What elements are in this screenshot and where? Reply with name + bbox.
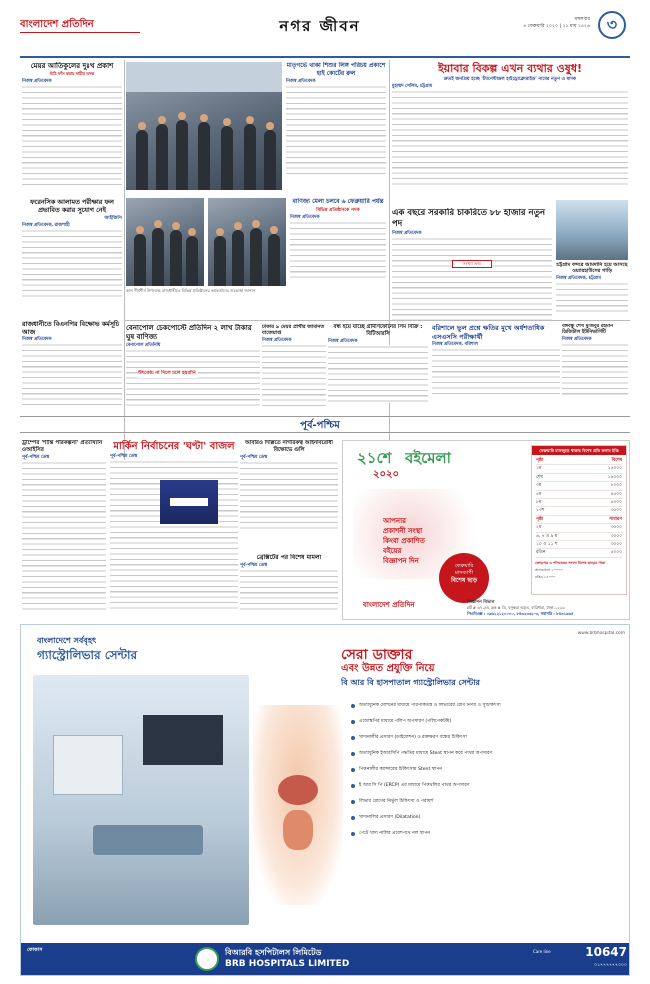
byline: পূর্ব-পশ্চিম ডেস্ক [22,455,50,461]
article-bnp [22,320,122,412]
brb-phone: ০১৭৭৭৭৭৭০০০ [594,963,627,968]
brb-careline: Care line [533,949,551,954]
bullet-text: অত্যাধুনিক মেশিনের মাধ্যমে পরিপাকতন্ত্র ও লিভারের রোগ নির্ণয় ও সুচিকিৎসা [359,703,501,708]
bullet-text: খাদ্যনালীর প্রসারণ (ডাইলেশন) ও রক্তক্ষরণ বন্ধের চিকিৎসা [359,735,467,740]
body-text [392,90,628,188]
rate-row [536,541,622,549]
body-text [22,85,122,189]
article-gp-sim [328,324,428,412]
photo-election [160,480,218,524]
article-forensic [22,198,122,318]
article-tradefair [290,198,386,290]
subheadline: চিঠি ফাঁস করায় দায়ীর তদন্ত [49,71,95,76]
rate-row [536,507,622,515]
ad-brb-hospital [20,624,630,976]
rate-value: ১৪০০০ [607,474,622,480]
bullet-text: খাদ্যনালির প্রসারণ (Dilatation) [359,815,421,820]
bullet-text: লিভার রোগের নির্ভুল চিকিৎসা ও পরামর্শ [359,799,434,804]
body-text [328,345,428,403]
byline: মুহাম্মদ সেলিম, চট্টগ্রাম [392,84,433,89]
discount-badge [439,553,489,603]
photo-left [126,198,204,286]
bullet-icon [351,720,355,724]
anatomy-illustration [253,705,343,905]
brb-bullet [351,783,623,789]
rate-label: ৬, ৭ ও ৯ ম [536,533,558,539]
body-text [22,461,106,611]
rate-row [536,491,622,499]
bullet-icon [351,784,355,788]
article-highcourt [286,62,386,192]
rate-row [536,516,622,524]
article-brexit [240,554,338,620]
byline: নিজস্ব প্রতিবেদক [286,79,316,84]
byline: নিজস্ব প্রতিবেদক [262,337,292,343]
badge-line3: বিশেষ ছাড় [450,577,478,584]
ad-bookfair [342,440,630,620]
article-delhi [240,440,338,552]
rate-label: ১ম [536,466,542,472]
section-title: নগর জীবন [279,17,361,35]
brb-bullets [351,703,623,923]
bookfair-date: ২১শে [357,449,392,467]
brb-bullet [351,831,623,837]
rate-label: পৃষ্ঠা [536,458,544,463]
bullet-text: পিত্তনালীর ক্যান্সারের চিকিৎসায় Stent স্থাপন [359,767,442,772]
body-text [562,343,628,397]
bullet-text: পেটে খাদ্য নালির প্রবেশপথে নল স্থাপন [359,831,430,836]
headline: ব্রেক্সিটের পর বিশেষ মামলা [256,554,322,561]
badge-line1: ফেব্রুয়ারি [454,563,474,569]
byline: নিজস্ব প্রতিবেদক, রাজশাহী [22,223,70,228]
bookfair-fair: বইমেলা [405,449,452,467]
bookfair-line4: বইয়ের [383,547,402,555]
headline: বন্ধ হয়ে যাচ্ছে গ্রামীণফোনের সিম বিক্রি : বিটিআরসি [333,324,423,337]
rate-row [536,457,622,465]
body-text [432,348,560,398]
headline: চট্টগ্রাম বন্দরে আমদানি হয়ে আসছে ওয়্যারহাউসের গাড়ি [556,262,628,275]
headline: মেয়র আতিকুলের দুঃখ প্রকাশ [30,62,114,70]
byline: নিজস্ব প্রতিবেদক [392,231,422,236]
subheadline: বিভিন্ন প্রতিষ্ঠানকে পদক [316,208,360,213]
article-mayor [22,62,122,192]
brb-right-title1: সেরা ডাক্তার [341,647,413,663]
body-text [126,349,260,407]
bookfair-line1: আপনার [383,517,406,525]
rate-row [536,465,622,473]
inset-headline: উৎকোচ না দিলে চলে হয়রানি [138,370,198,378]
body-text [262,344,326,406]
rate-value: ৩০০০ [610,542,622,548]
bullet-text: এন্ডোস্কপির মাধ্যমে পলিপ অপসারণ (পলিপেকটমি) [359,719,452,724]
rate-value: ১৫০০০ [607,466,622,472]
ad-address: প্লট # ৩৭১/এ, ব্লক # ডি, বসুন্ধরা আ/এ, বারিধারা, ঢাকা-১২২৯ [467,605,565,610]
issue-date: ৪ ফেব্রুয়ারি ২০২০ | ২১ মাঘ ১৪২৬ [523,24,590,29]
bullet-text: অত্যাধুনিক ইআরসিপি পদ্ধতির মাধ্যমে Stent স্থাপন করে পাথর অপসারণ [359,751,493,756]
bookfair-brand: বাংলাদেশ প্রতিদিন [363,601,415,609]
rate-row [536,533,622,541]
photo-caption: কাল শীর্ষশীর্ষ উপলক্ষে রাজধানীতে বিভিন্ন প্রতিষ্ঠানের কর্মকর্তাদের শুভেচ্ছা জানান [126,288,256,293]
rate-row [536,482,622,490]
brb-logo-en: BRB HOSPITALS LIMITED [225,959,350,969]
body-text [22,343,122,405]
badge-line2: মাসব্যাপী [454,570,474,576]
brb-bullet [351,799,623,805]
rate-value: সাধারণ [609,516,622,522]
rate-footer-r2: রঙিন ১৫০০০ [535,574,556,579]
headline: ইয়াবার বিকল্প এখন ব্যথার ওষুধ! [437,62,583,75]
rate-label: ৮ম [536,500,542,506]
bullet-icon [351,752,355,756]
brb-top-label: বাংলাদেশে সর্ববৃহৎ [37,636,97,645]
brb-bullet [351,815,623,821]
rate-value: ৩০০০ [610,533,622,539]
photo-port [556,200,628,260]
byline: পূর্ব-পশ্চিম ডেস্ক [110,454,138,459]
rate-label: ৩য় [536,483,542,489]
byline: পূর্ব-পশ্চিম ডেস্ক [240,563,268,568]
rate-row [536,499,622,507]
headline: মাতৃগর্ভে থাকা শিশুর লিঙ্গ পরিচয় প্রকাশে হাই কোর্টের রুল [286,62,386,77]
page-number: ৩ [598,11,626,39]
rate-label: রঙিন [536,550,546,556]
byline: নিজস্ব প্রতিবেদক, বরিশাল [432,342,478,348]
byline: নিজস্ব প্রতিবেদক [328,339,358,344]
headline: বঙ্গবন্ধু শেখ মুজিবুর রহমান ডিজিটাল ইউনিভার্সিটি [562,324,613,336]
rate-value: ৮০০০ [610,483,622,489]
bullet-icon [351,736,355,740]
body-text [290,221,386,281]
article-barisal [432,324,560,412]
body-text [392,237,552,320]
headline: মার্কিন নির্বাচনের 'ঘণ্টা' বাজল [113,441,235,452]
bookfair-year: ২০২০ [373,469,400,480]
rate-value: ৩৫০০ [610,508,622,514]
headline: ফরেনসিক আলামত পরীক্ষার ফল প্রভাবিত করার সুযোগ নেই [30,198,114,214]
article-oic [22,440,106,620]
brb-logo-mark [195,947,219,971]
rate-row [536,524,622,532]
paper-logo: বাংলাদেশ প্রতিদিন [20,19,94,30]
rate-label: পৃষ্ঠা [536,516,544,522]
photo-right [208,198,286,286]
article-jobs [392,208,552,320]
rate-value: ৫০০০ [610,550,622,556]
rate-value: ৪৫০০ [610,491,622,497]
rate-value: ৩৫০০ [610,525,622,531]
byline: পূর্ব-পশ্চিম ডেস্ক [240,455,268,460]
bookfair-line2: প্রকাশনী সংস্থা [383,527,423,535]
brb-right-title3: বি আর বি হাসপাতাল গ্যাস্ট্রোলিভার সেন্টার [341,678,480,687]
bullet-icon [351,704,355,708]
article-port [556,262,628,322]
rate-label: ২য় [536,525,542,531]
headline: রাজধানীতে বিএনপির বিক্ষোভ কর্মসূচি আজ [22,320,120,336]
bullet-icon [351,832,355,836]
issue-day: মঙ্গলবার [574,17,590,22]
brb-bullet [351,767,623,773]
rate-label: ১৩শ [536,508,545,514]
bullet-icon [351,800,355,804]
article-us-election [110,440,238,622]
article-benapole [126,324,260,412]
rate-row [536,549,622,557]
section2-title: পূর্ব-পশ্চিম [300,420,340,431]
ad-phone: পিএবিএক্স : ০৯৬১২১২০০০০, ৮৪৩২৩৬১-৩, সরাসরি : ৮৪৩১৯৬৫ [467,611,574,616]
rate-label: শেষ [536,474,543,480]
rate-header: ফেব্রুয়ারি মাসজুড়ে থাকার বিশেষ প্রতি কলাম ইঞ্চি [532,446,626,455]
article-deposit [262,324,326,412]
rate-label: ১০ ও ১১ শ [536,542,558,548]
byline: নিজস্ব প্রতিবেদক [290,215,320,220]
rate-footer-r1: সাদাকালো ১০০০০ [535,567,563,572]
brb-corner-mark: ফোকাস [27,947,43,953]
brb-right-title2: এবং উন্নত প্রযুক্তি নিয়ে [341,663,435,674]
subheadline: দ্রুতই জনপ্রিয় হচ্ছে 'ট্যাপেন্টাডল হাইড্রোক্লোরাইড' নামের নতুন এ মাদক [443,77,577,82]
brb-bullet [351,751,623,757]
brb-bullet [351,719,623,725]
headline: বরিশালে ভুল প্রশ্নে ক্ষতির মুখে অর্ধশতাধিক এসএসসি পরীক্ষার্থী [432,324,545,341]
byline: নিজস্ব প্রতিবেদক [22,79,52,84]
photo-endoscopy-room [33,675,249,925]
brb-website: www.brbhospital.com [577,631,625,636]
headline: ট্রাম্পের 'শান্তি পরিকল্পনা' প্রত্যাখ্যান ওআইসির [22,440,103,454]
photo-meeting [126,62,282,190]
body-text [22,229,122,301]
brb-hotline: 10647 [585,945,627,959]
body-text [240,461,338,533]
bullet-icon [351,768,355,772]
headline: বেনাপোল চেকপোস্টে প্রতিদিন ২ লাখ টাকার ঘুষ বাণিজ্য [126,324,252,341]
byline: নিজস্ব প্রতিবেদক [22,337,52,342]
article-yaba [392,62,628,194]
body-text [556,282,628,312]
brb-bullet [351,703,623,709]
article-university [562,324,628,412]
brb-top-title: গ্যাস্ট্রোলিভার সেন্টার [37,648,138,662]
body-text [286,85,386,177]
rate-label: ৫ম [536,491,542,497]
rate-value: বিশেষ [611,458,622,463]
headline: এক বছরে সরকারি চাকরিতে ৮৮ হাজার নতুন পদ [392,208,546,229]
brb-bullet [351,735,623,741]
byline: বেনাপোল প্রতিনিধি [126,343,161,348]
body-text [240,569,338,613]
byline: নিজস্ব প্রতিবেদক, চট্টগ্রাম [556,275,601,281]
headline: বাণিজ্য মেলা চলবে ৬ ফেব্রুয়ারি পর্যন্ত [292,198,384,205]
byline: নিজস্ব প্রতিবেদক [562,337,592,343]
bullet-icon [351,816,355,820]
rate-row [536,474,622,482]
brb-logo-bn: বিআরবি হসপিটালস লিমিটেড [225,948,322,957]
bookfair-line5: বিজ্ঞাপন দিন [383,557,419,565]
bookfair-line3: কিংবা প্রকাশিত [383,537,425,545]
subheadline: আইজিপি [104,216,122,221]
bullet-text: ই আর সি পি (ERCP) এর মাধ্যমে পিত্তথলির পাথর অপসারণ [359,783,470,788]
rate-table [531,445,627,595]
rate-value: ৪০০০ [610,500,622,506]
boxed-label: সংখ্যা তথ্য [452,260,492,268]
ad-dept: বিজ্ঞাপন বিভাগ [467,600,495,605]
masthead [20,5,630,55]
headline: আবারও দিল্লিতে নাগরিকত্ব আইনবিরোধী বিক্ষোভে গুলি [245,440,333,453]
rate-footer: ক্রোড়পত্র ও শনিবারের সংখ্যা বিশেষ ছাড়ের পাতা [535,560,606,565]
headline: ঢাকার ৯ মেয়র প্রার্থীর জামানত বাজেয়াপ্ত [262,324,325,337]
